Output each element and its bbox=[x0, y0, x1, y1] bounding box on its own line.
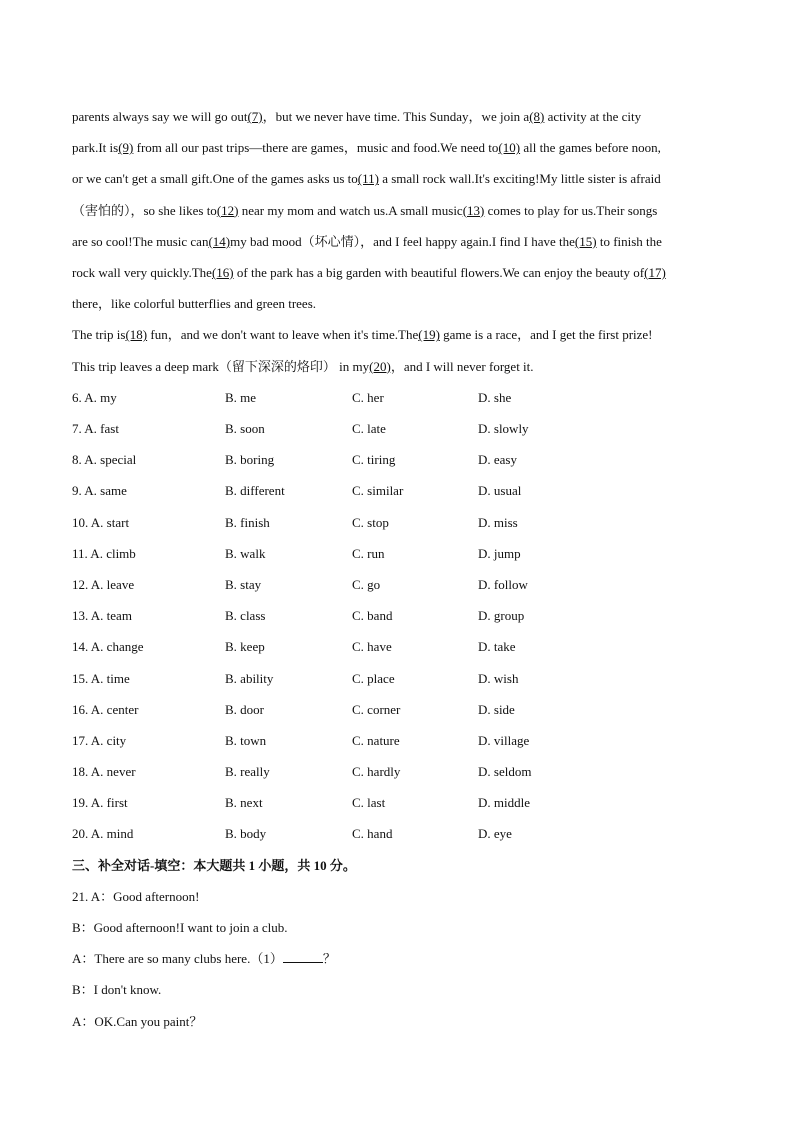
section-heading: 三、补全对话-填空：本大题共 1 小题，共 10 分。 bbox=[72, 857, 356, 873]
option-c: C. band bbox=[352, 608, 393, 624]
passage-line bbox=[72, 163, 720, 194]
option-c: C. corner bbox=[352, 701, 401, 717]
option-a: 6. A. my bbox=[72, 389, 117, 405]
passage-text: （害怕的），so she likes to bbox=[72, 202, 217, 218]
passage-line bbox=[72, 101, 720, 132]
passage-text: from all our past trips—there are games，music and food.We need to bbox=[133, 140, 499, 156]
option-row bbox=[72, 444, 720, 475]
option-d: D. take bbox=[478, 639, 516, 655]
option-row bbox=[72, 694, 720, 725]
option-d: D. usual bbox=[478, 483, 522, 499]
passage-text: all the games before noon, bbox=[520, 140, 661, 156]
option-c: C. place bbox=[352, 670, 395, 686]
option-row bbox=[72, 631, 720, 662]
option-c: C. tiring bbox=[352, 452, 396, 468]
option-a: 18. A. never bbox=[72, 764, 136, 780]
option-b: B. class bbox=[225, 608, 266, 624]
passage-text: park.It is bbox=[72, 140, 119, 156]
option-d: D. side bbox=[478, 701, 515, 717]
blank-8: (8) bbox=[529, 109, 545, 124]
question-mark: ？ bbox=[322, 951, 336, 967]
option-a: 15. A. time bbox=[72, 670, 130, 686]
passage-text: to finish the bbox=[596, 233, 662, 249]
passage-line bbox=[72, 257, 720, 288]
option-row bbox=[72, 756, 720, 787]
passage-text: parents always say we will go out bbox=[72, 109, 248, 124]
option-b: B. soon bbox=[225, 421, 265, 437]
option-c: C. hand bbox=[352, 826, 393, 842]
option-b: B. keep bbox=[225, 639, 265, 655]
passage-line bbox=[72, 132, 720, 163]
option-row bbox=[72, 538, 720, 569]
option-d: D. seldom bbox=[478, 764, 532, 780]
option-row bbox=[72, 787, 720, 818]
option-row bbox=[72, 475, 720, 506]
option-d: D. eye bbox=[478, 826, 512, 842]
option-row bbox=[72, 413, 720, 444]
passage-line bbox=[72, 226, 720, 257]
passage-text: fun，and we don't want to leave when it's time.The bbox=[147, 327, 419, 343]
dialogue-line: B：I don't know. bbox=[72, 982, 162, 998]
option-c: C. last bbox=[352, 795, 386, 811]
option-b: B. door bbox=[225, 701, 264, 717]
option-b: B. ability bbox=[225, 670, 274, 686]
option-row bbox=[72, 663, 720, 694]
blank-10: (10) bbox=[498, 140, 521, 156]
option-c: C. nature bbox=[352, 732, 400, 748]
option-b: B. stay bbox=[225, 576, 262, 592]
option-b: B. boring bbox=[225, 452, 275, 468]
passage-line bbox=[72, 195, 720, 226]
dialogue-line: 21. A：Good afternoon! bbox=[72, 888, 200, 904]
passage-text: activity at the city bbox=[544, 109, 642, 124]
passage-text: of the park has a big garden with beautiful flowers.We can enjoy the beauty of bbox=[233, 265, 645, 281]
dialogue-text: A：There are so many clubs here.（1） bbox=[72, 951, 283, 967]
passage-text: there，like colorful butterflies and green trees. bbox=[72, 296, 317, 312]
option-b: B. different bbox=[225, 483, 285, 499]
option-row bbox=[72, 382, 720, 413]
option-a: 13. A. team bbox=[72, 608, 132, 624]
answer-blank-1[interactable] bbox=[283, 950, 323, 963]
option-c: C. similar bbox=[352, 483, 404, 499]
option-b: B. me bbox=[225, 389, 257, 405]
blank-16: (16) bbox=[211, 265, 234, 281]
option-a: 14. A. change bbox=[72, 639, 144, 655]
passage-text: The trip is bbox=[72, 327, 126, 343]
blank-18: (18) bbox=[125, 327, 148, 343]
passage-text: ，but we never have time. This Sunday，we join a bbox=[262, 109, 530, 124]
passage-text: near my mom and watch us.A small music bbox=[238, 202, 463, 218]
option-c: C. have bbox=[352, 639, 392, 655]
option-a: 17. A. city bbox=[72, 732, 127, 748]
blank-11: (11) bbox=[357, 171, 379, 187]
option-d: D. easy bbox=[478, 452, 517, 468]
passage-text: are so cool!The music can bbox=[72, 233, 209, 249]
option-a: 7. A. fast bbox=[72, 421, 119, 437]
option-a: 11. A. climb bbox=[72, 545, 136, 561]
option-row bbox=[72, 507, 720, 538]
blank-12: (12) bbox=[216, 202, 239, 218]
option-d: D. miss bbox=[478, 514, 518, 530]
option-a: 9. A. same bbox=[72, 483, 127, 499]
option-a: 20. A. mind bbox=[72, 826, 134, 842]
option-d: D. follow bbox=[478, 576, 528, 592]
option-c: C. stop bbox=[352, 514, 389, 530]
blank-15: (15) bbox=[574, 233, 597, 249]
worksheet-page bbox=[72, 101, 720, 1037]
passage-text: rock wall very quickly.The bbox=[72, 265, 212, 281]
option-row bbox=[72, 725, 720, 756]
answer-options bbox=[72, 382, 720, 850]
blank-13: (13) bbox=[462, 202, 485, 218]
option-a: 10. A. start bbox=[72, 514, 130, 530]
passage-text: a small rock wall.It's exciting!My little sister is afraid bbox=[378, 171, 661, 187]
option-row bbox=[72, 818, 720, 849]
option-c: C. hardly bbox=[352, 764, 401, 780]
option-d: D. slowly bbox=[478, 421, 529, 437]
blank-20: (20) bbox=[369, 358, 391, 374]
option-a: 8. A. special bbox=[72, 452, 137, 468]
passage-line bbox=[72, 319, 720, 350]
blank-14: (14) bbox=[208, 233, 231, 249]
option-c: C. her bbox=[352, 389, 384, 405]
passage-text: or we can't get a small gift.One of the games asks us to bbox=[72, 171, 358, 187]
option-d: D. middle bbox=[478, 795, 530, 811]
passage-text: comes to play for us.Their songs bbox=[484, 202, 658, 218]
option-d: D. village bbox=[478, 732, 530, 748]
option-d: D. wish bbox=[478, 670, 519, 686]
option-row bbox=[72, 600, 720, 631]
blank-9: (9) bbox=[118, 140, 134, 156]
option-c: C. go bbox=[352, 576, 381, 592]
passage-text: This trip leaves a deep mark（留下深深的烙印） in my bbox=[72, 358, 370, 374]
option-c: C. run bbox=[352, 545, 385, 561]
passage-text: game is a race，and I get the first prize! bbox=[439, 327, 653, 343]
blank-7: (7) bbox=[247, 109, 263, 124]
option-a: 19. A. first bbox=[72, 795, 128, 811]
option-c: C. late bbox=[352, 421, 386, 437]
passage-line bbox=[72, 288, 720, 319]
option-row bbox=[72, 569, 720, 600]
blank-17: (17) bbox=[644, 265, 666, 281]
dialogue-line: B：Good afternoon!I want to join a club. bbox=[72, 920, 288, 936]
option-b: B. body bbox=[225, 826, 267, 842]
option-b: B. walk bbox=[225, 545, 266, 561]
option-b: B. next bbox=[225, 795, 263, 811]
option-b: B. finish bbox=[225, 514, 270, 530]
option-d: D. jump bbox=[478, 545, 521, 561]
option-b: B. town bbox=[225, 732, 267, 748]
option-a: 16. A. center bbox=[72, 701, 139, 717]
passage-text: ，and I will never forget it. bbox=[390, 358, 534, 374]
option-b: B. really bbox=[225, 764, 270, 780]
dialogue-line bbox=[72, 943, 720, 974]
passage-line bbox=[72, 351, 720, 382]
blank-19: (19) bbox=[418, 327, 440, 343]
passage-text: my bad mood（坏心情），and I feel happy again.I find I have the bbox=[230, 233, 575, 249]
option-d: D. group bbox=[478, 608, 525, 624]
dialogue-line: A：OK.Can you paint？ bbox=[72, 1013, 203, 1029]
option-d: D. she bbox=[478, 389, 512, 405]
option-a: 12. A. leave bbox=[72, 576, 135, 592]
